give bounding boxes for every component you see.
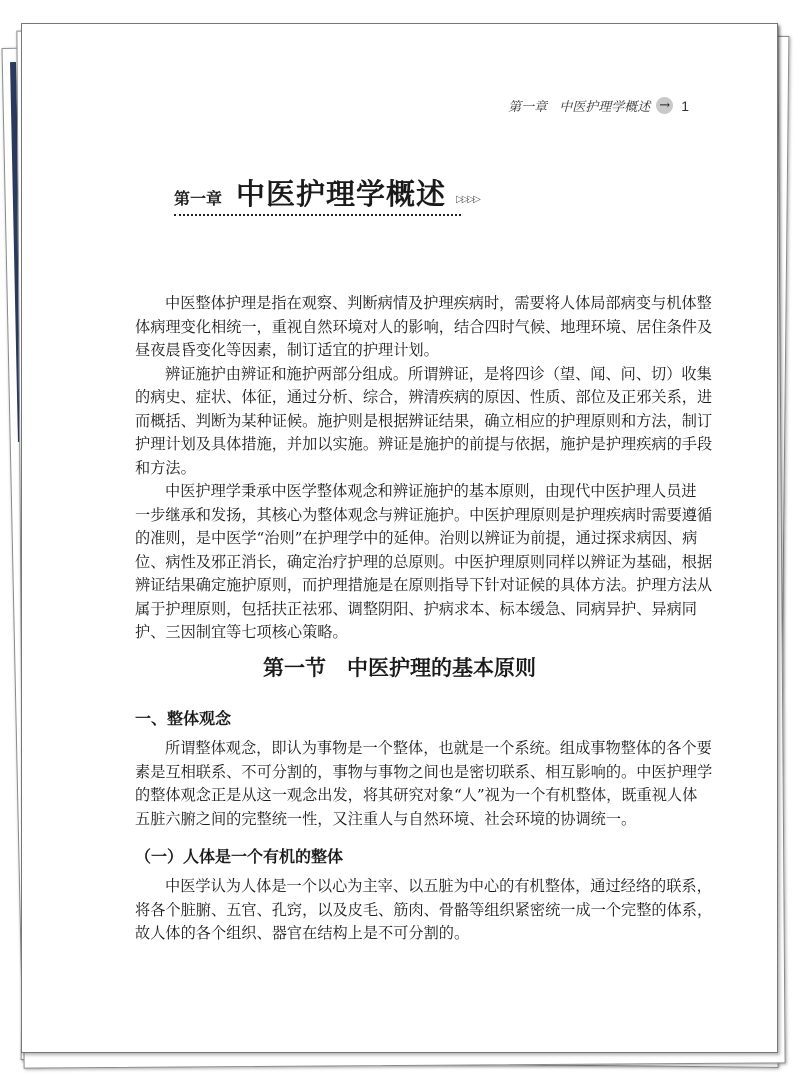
section-heading: 第一节 中医护理的基本原则: [263, 656, 536, 680]
text-line: 的病史、症状、体征，通过分析、综合，辨清疾病的原因、性质、部位及正邪关系，进: [135, 388, 713, 406]
running-header: [508, 96, 689, 115]
text-line: 中医整体护理是指在观察、判断病情及护理疾病时，需要将人体局部病变与机体整: [165, 294, 712, 312]
text-line: 辨证结果确定施护原则，而护理措施是在原则指导下针对证候的具体方法。护理方法从: [135, 576, 713, 594]
text-line: 所谓整体观念，即认为事物是一个整体，也就是一个系统。组成事物整体的各个要: [165, 739, 712, 757]
subsubsection-heading: （一）人体是一个有机的整体: [135, 847, 344, 866]
arrow-right-icon: →: [656, 97, 673, 114]
chapter-number: 第一章: [174, 189, 223, 208]
intro-paragraph: [135, 363, 713, 481]
text-line: 中医学认为人体是一个以心为主宰、以五脏为中心的有机整体，通过经络的联系，: [165, 877, 712, 895]
text-line: 五脏六腑之间的完整统一性，又注重人与自然环境、社会环境的协调统一。: [135, 809, 637, 828]
text-line: 的整体观念正是从这一观念出发，将其研究对象“人”视为一个有机整体，既重视人体: [135, 786, 698, 804]
text-line: 属于护理原则，包括扶正祛邪、调整阴阳、护病求本、标本缓急、同病异护、异病同: [135, 599, 697, 618]
text-line: 一步继承和发扬，其核心为整体观念与辨证施护。中医护理原则是护理疾病时需要遵循: [135, 505, 713, 524]
running-header-title: 中医护理学概述: [559, 100, 651, 115]
text-line: 中医护理学秉承中医学整体观念和辨证施护的基本原则，由现代中医护理人员进: [165, 482, 697, 500]
text-line: 故人体的各个组织、器官在结构上是不可分割的。: [135, 924, 470, 942]
text-line: 的准则，是中医学“治则”在护理学中的延伸。治则以辨证为前提，通过探求病因、病: [135, 529, 698, 547]
text-line: 护、三因制宜等七项核心策略。: [135, 623, 348, 641]
intro-paragraph: [135, 292, 713, 363]
text-line: 辨证施护由辨证和施护两部分组成。所谓辨证，是将四诊（望、闻、问、切）收集: [165, 364, 712, 383]
subsection-heading: 一、整体观念: [135, 709, 232, 728]
text-line: 护理计划及具体措施，并加以实施。辨证是施护的前提与依据，施护是护理疾病的手段: [135, 435, 713, 453]
running-header-chapter: 第一章: [508, 100, 548, 115]
page-number: 1: [681, 97, 689, 114]
triangle-ornament-icon: ▷▷▷▷: [456, 194, 479, 205]
text-line: 将各个脏腑、五官、孔窍，以及皮毛、筋肉、骨骼等组织紧密统一成一个完整的体系，: [135, 900, 713, 919]
subsubsection-paragraph: [135, 875, 713, 946]
chapter-heading: [174, 172, 479, 213]
text-line: 位、病性及邪正消长，确定治疗护理的总原则。中医护理原则同样以辨证为基础，根据: [135, 552, 713, 571]
intro-paragraph: [135, 480, 713, 645]
text-line: 和方法。: [135, 458, 196, 477]
dotted-underline: [174, 214, 461, 216]
text-line: 素是互相联系、不可分割的，事物与事物之间也是密切联系、相互影响的。中医护理学: [135, 762, 713, 781]
text-line: 体病理变化相统一，重视自然环境对人的影响，结合四时气候、地理环境、居住条件及: [135, 317, 713, 336]
text-line: 昼夜晨昏变化等因素，制订适宜的护理计划。: [135, 341, 439, 359]
document-page: [21, 23, 778, 1053]
chapter-title: 中医护理学概述: [236, 177, 447, 211]
text-line: 而概括、判断为某种证候。施护则是根据辨证结果，确立相应的护理原则和方法，制订: [135, 411, 713, 430]
subsection-paragraph: [135, 737, 713, 831]
